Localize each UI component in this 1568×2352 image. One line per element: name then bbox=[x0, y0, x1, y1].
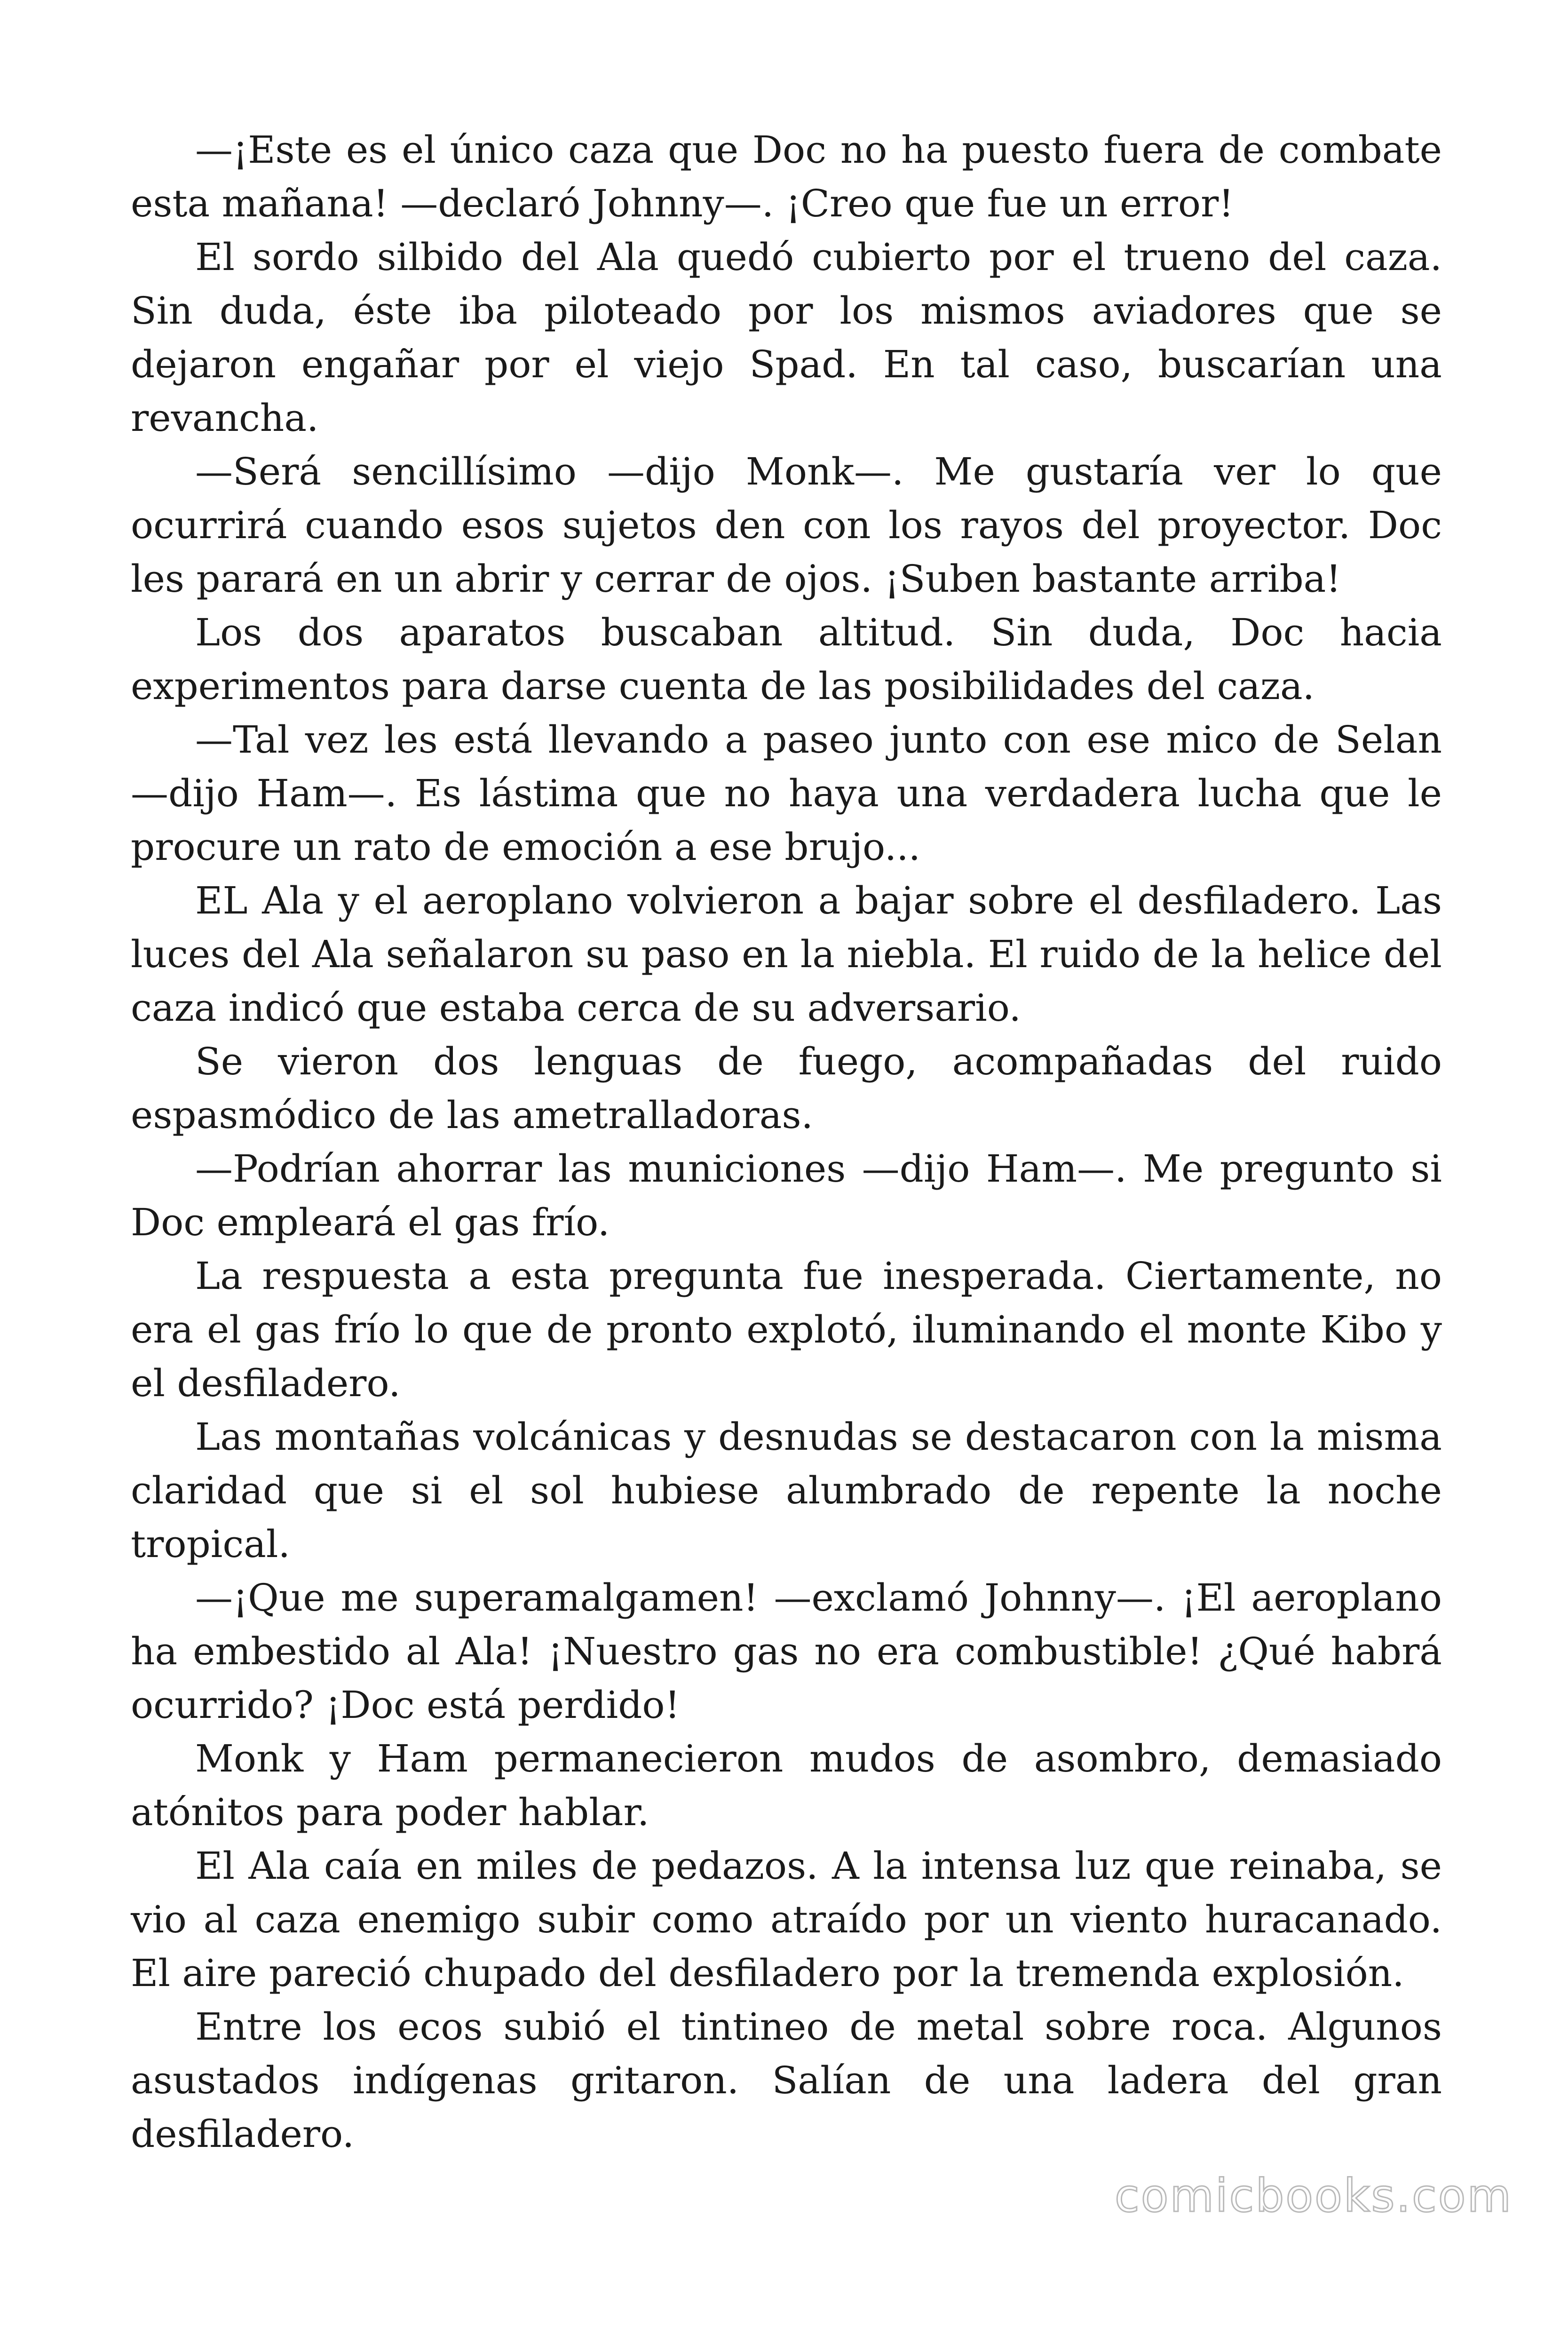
paragraph: Los dos aparatos buscaban altitud. Sin duda, Doc hacia experimentos para darse cuenta de las posibilidades del caza. bbox=[131, 611, 1442, 708]
paragraph: —¡Que me superamalgamen! —exclamó Johnny—. ¡El aeroplano ha embestido al Ala! ¡Nuestro gas no era combustible! ¿Qué habrá ocurrido? ¡Doc está perdido! bbox=[131, 1576, 1442, 1727]
body-text bbox=[131, 123, 1442, 2161]
paragraph: EL Ala y el aeroplano volvieron a bajar sobre el desfiladero. Las luces del Ala señalaron su paso en la niebla. El ruido de la helice del caza indicó que estaba cerca de su adversario. bbox=[131, 879, 1442, 1030]
paragraph: Monk y Ham permanecieron mudos de asombro, demasiado atónitos para poder hablar. bbox=[131, 1737, 1442, 1834]
paragraph: La respuesta a esta pregunta fue inesperada. Ciertamente, no era el gas frío lo que de pronto explotó, iluminando el monte Kibo y el desfiladero. bbox=[131, 1254, 1442, 1405]
paragraph: El sordo silbido del Ala quedó cubierto por el trueno del caza. Sin duda, éste iba piloteado por los mismos aviadores que se dejaron engañar por el viejo Spad. En tal caso, buscarían una revancha. bbox=[131, 235, 1442, 440]
paragraph: Las montañas volcánicas y desnudas se destacaron con la misma claridad que si el sol hubiese alumbrado de repente la noche tropical. bbox=[131, 1415, 1442, 1566]
paragraph: Entre los ecos subió el tintineo de metal sobre roca. Algunos asustados indígenas gritaron. Salían de una ladera del gran desfiladero. bbox=[131, 2005, 1442, 2156]
paragraph: —Será sencillísimo —dijo Monk—. Me gustaría ver lo que ocurrirá cuando esos sujetos den con los rayos del proyector. Doc les parará en un abrir y cerrar de ojos. ¡Suben bastante arriba! bbox=[131, 450, 1442, 601]
paragraph: El Ala caía en miles de pedazos. A la intensa luz que reinaba, se vio al caza enemigo subir como atraído por un viento huracanado. El aire pareció chupado del desfiladero por la tremenda explosión. bbox=[131, 1844, 1442, 1995]
paragraph: Se vieron dos lenguas de fuego, acompañadas del ruido espasmódico de las ametralladoras. bbox=[131, 1040, 1442, 1137]
paragraph: —Podrían ahorrar las municiones —dijo Ham—. Me pregunto si Doc empleará el gas frío. bbox=[131, 1147, 1442, 1244]
paragraph: —Tal vez les está llevando a paseo junto con ese mico de Selan —dijo Ham—. Es lástima que no haya una verdadera lucha que le procure un rato de emoción a ese brujo... bbox=[131, 718, 1442, 869]
watermark: comicbooks.com bbox=[1114, 2169, 1513, 2222]
paragraph: —¡Este es el único caza que Doc no ha puesto fuera de combate esta mañana! —declaró Johnny—. ¡Creo que fue un error! bbox=[131, 128, 1442, 225]
